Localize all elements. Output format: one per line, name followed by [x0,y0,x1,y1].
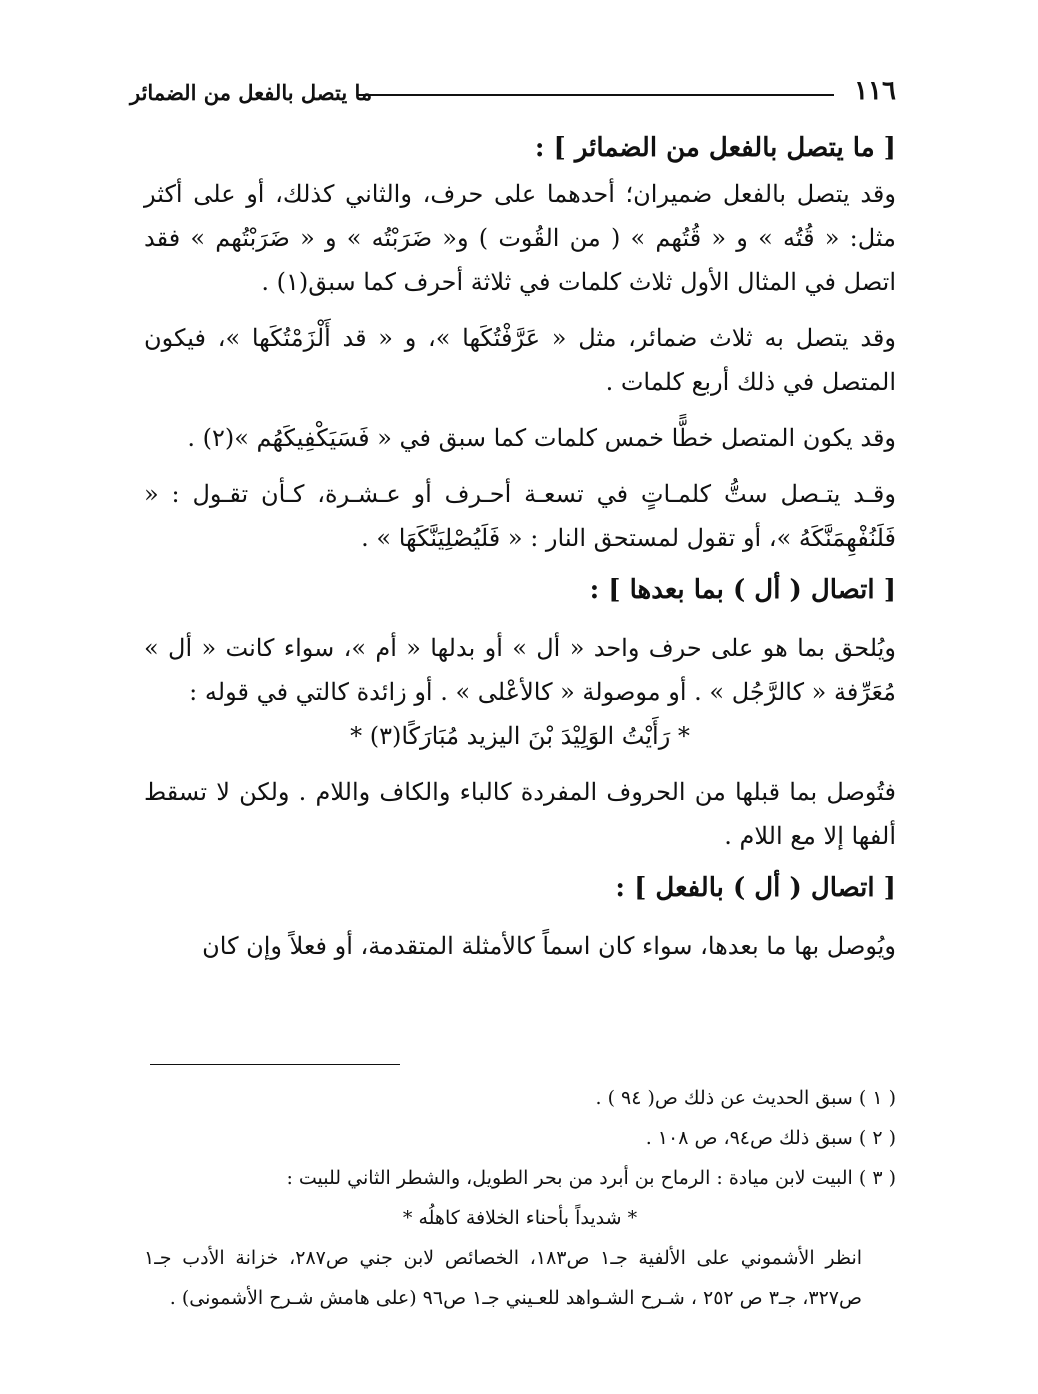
paragraph: فتُوصل بما قبلها من الحروف المفردة كالباء والكاف واللام . ولكن لا تسقط ألفها إلا مع اللام . [144,778,896,850]
footnote-3: ( ٣ ) البيت لابن ميادة : الرماح بن أبرد من بحر الطويل، والشطر الثاني للبيت : [286,1167,896,1189]
page-header [130,74,896,114]
footnote-3-verse: * شديداً بأحناء الخلافة كاهلُه * [402,1207,638,1229]
paragraph: وقـد يتـصل ستُّ كلمـاتٍ في تسعـة أحـرف أو عـشـرة، كـأن تقـول : « فَلَنُفْهِمَنَّكَهُ »، أو تقول لمستحق النار : « فَلَيُصْلِيَنَّكَهَا » . [144,480,896,552]
section-heading-al-verb: [ اتصال ( أل ) بالفعل ] : [615,873,896,903]
page-number: ١١٦ [854,76,896,106]
main-text [144,124,896,968]
paragraph: وقد يتصل به ثلاث ضمائر، مثل « عَرَّفْتُكَها »، و « قد أَلْزَمْتُكَها »، فيكون المتصل في ذلك أربع كلمات . [144,324,896,396]
footnotes [144,1078,896,1318]
running-title: ما يتصل بالفعل من الضمائر [130,80,373,105]
footnote-separator [150,1064,400,1065]
paragraph: وقد يتصل بالفعل ضميران؛ أحدهما على حرف، والثاني كذلك، أو على أكثر مثل: « قُتُه » و « قُتُهم » ( من القُوت ) و« ضَرَبْتُه » و « ضَرَبْتُهم » فقد اتصل في المثال الأول ثلاث كلمات في ثلاثة أحرف كما سبق(١) . [144,180,896,296]
section-heading-al-connection: [ اتصال ( أل ) بما بعدها ] : [589,575,896,605]
paragraph: ويُوصل بها ما بعدها، سواء كان اسماً كالأمثلة المتقدمة، أو فعلاً وإن كان [202,932,896,960]
paragraph: ويُلحق بما هو على حرف واحد « أل » أو بدلها « أم »، سواء كانت « أل » مُعَرِّفة « كالرَّجُل » . أو موصولة « كالأعْلى » . أو زائدة كالتي في قوله : [144,634,896,706]
header-rule [358,94,834,96]
footnote-2: ( ٢ ) سبق ذلك ص٩٤، ص ١٠٨ . [645,1127,896,1149]
footnote-1: ( ١ ) سبق الحديث عن ذلك ص( ٩٤ ) . [595,1087,896,1109]
verse-line: * رَأَيْتُ الوَلِيْدَ بْنَ اليزيد مُبَارَكًا(٣) * [350,722,690,750]
footnote-3-references: انظر الأشموني على الألفية جـ١ ص١٨٣، الخصائص لابن جني ص٢٨٧، خزانة الأدب جـ١ ص٣٢٧، جـ٣ ص ٢٥٢ ، شـرح الشـواهد للعـيني جـ١ ص٩٦ (على هامش شـرح الأشمونى) . [144,1247,863,1309]
paragraph: وقد يكون المتصل خطًّا خمس كلمات كما سبق في « فَسَيَكْفِيكَهُم »(٢) . [187,424,896,452]
section-heading-pronouns: [ ما يتصل بالفعل من الضمائر ] : [534,133,896,163]
